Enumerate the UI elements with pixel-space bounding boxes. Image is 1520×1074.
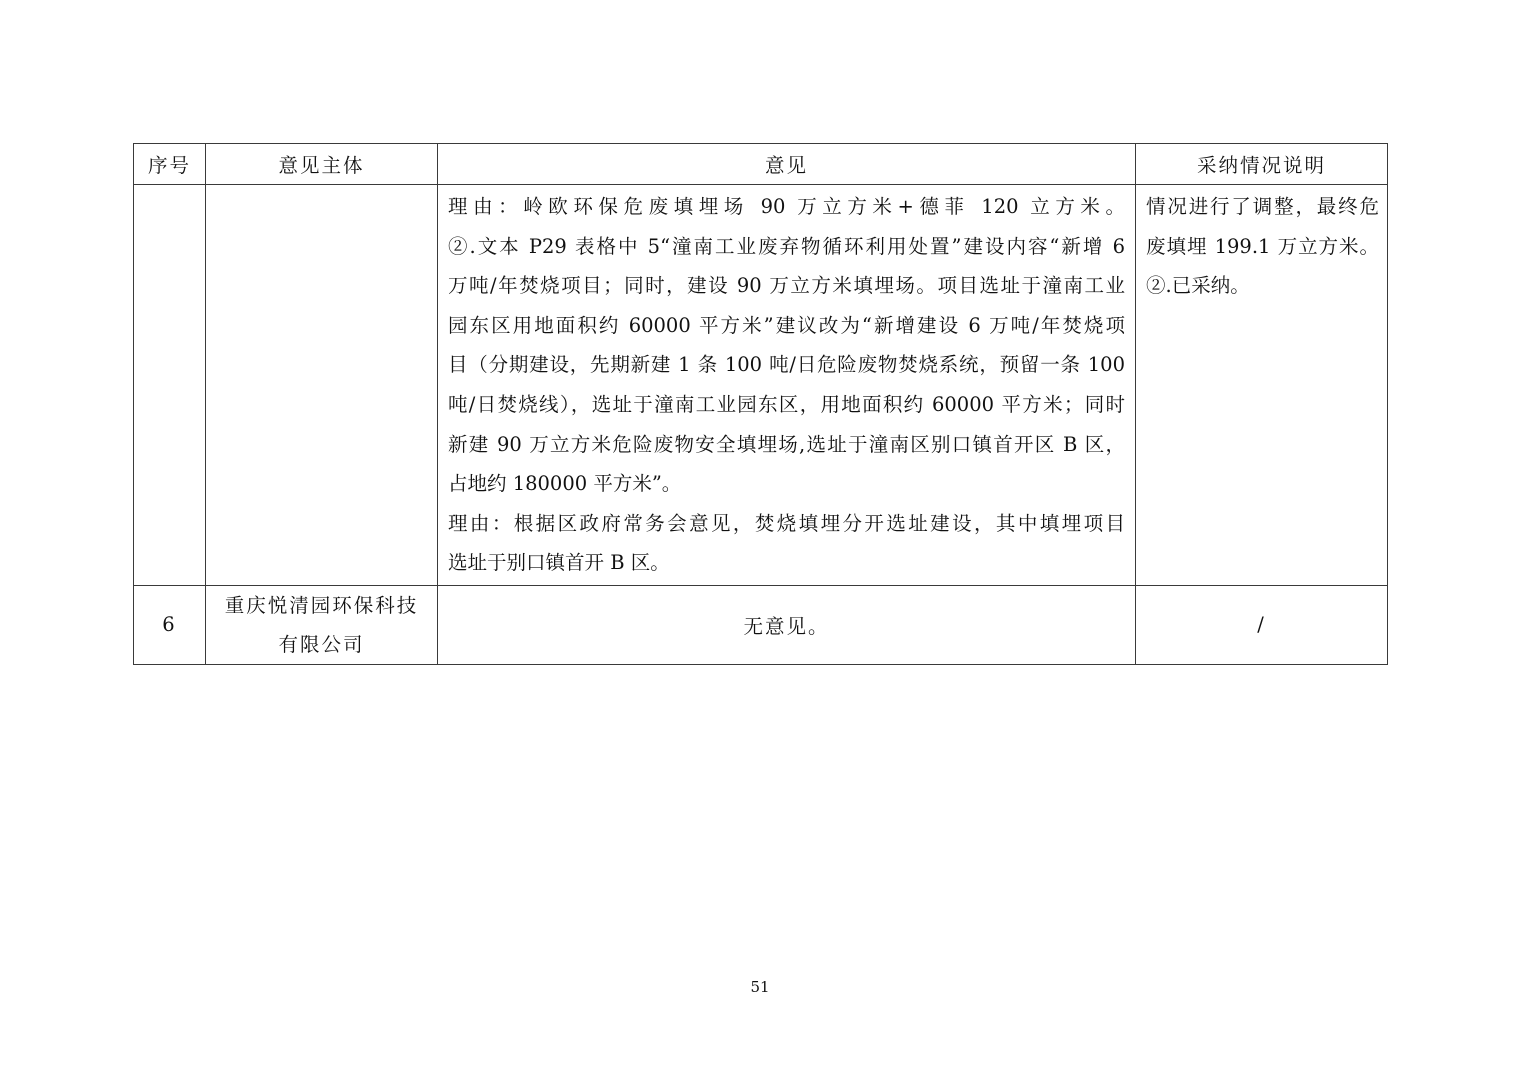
row-number-cell — [134, 185, 206, 586]
row-subject-cell — [206, 585, 438, 664]
opinion-line: 园东区用地面积约 60000 平方米”建议改为“新增建设 6 万吨/年焚烧项 — [448, 313, 1125, 337]
opinion-line: 吨/日焚烧线），选址于潼南工业园东区，用地面积约 60000 平方米；同时 — [448, 392, 1125, 416]
opinion-line: 选址于别口镇首开 B 区。 — [448, 551, 670, 575]
adoption-line: 废填埋 199.1 万立方米。 — [1146, 234, 1379, 258]
adoption-line: ②.已采纳。 — [1146, 274, 1250, 298]
subject-line: 有限公司 — [278, 632, 365, 656]
adoption-line: 情况进行了调整，最终危 — [1146, 195, 1379, 218]
table-row — [134, 585, 1388, 664]
opinion-line: 新建 90 万立方米危险废物安全填埋场,选址于潼南区别口镇首开区 B 区， — [448, 432, 1125, 456]
opinion-line: 占地约 180000 平方米”。 — [448, 472, 682, 496]
opinion-line: ②.文本 P29 表格中 5“潼南工业废弃物循环利用处置”建设内容“新增 6 — [448, 234, 1125, 258]
header-subject: 意见主体 — [206, 144, 438, 185]
opinion-line: 目（分期建设，先期新建 1 条 100 吨/日危险废物焚烧系统，预留一条 100 — [448, 353, 1125, 377]
row-opinion-cell: 无意见。 — [438, 585, 1136, 664]
table-row — [134, 185, 1388, 586]
row-subject-cell — [206, 185, 438, 586]
header-opinion: 意见 — [438, 144, 1136, 185]
opinion-line: 理由：根据区政府常务会意见，焚烧填埋分开选址建设，其中填埋项目 — [448, 511, 1125, 535]
opinion-table — [133, 143, 1388, 665]
opinion-line: 理由：岭欧环保危废填埋场 90 万立方米+德菲 120 立方米。 — [448, 195, 1125, 218]
header-number: 序号 — [134, 144, 206, 185]
table-header-row — [134, 144, 1388, 185]
subject-line: 重庆悦清园环保科技 — [224, 593, 419, 617]
header-adoption: 采纳情况说明 — [1136, 144, 1388, 185]
row-adoption-cell — [1136, 185, 1388, 586]
row-adoption-cell: / — [1136, 585, 1388, 664]
page-number: 51 — [750, 978, 770, 996]
opinion-line: 万吨/年焚烧项目；同时，建设 90 万立方米填埋场。项目选址于潼南工业 — [448, 274, 1125, 298]
row-opinion-cell — [438, 185, 1136, 586]
row-number-cell: 6 — [134, 585, 206, 664]
